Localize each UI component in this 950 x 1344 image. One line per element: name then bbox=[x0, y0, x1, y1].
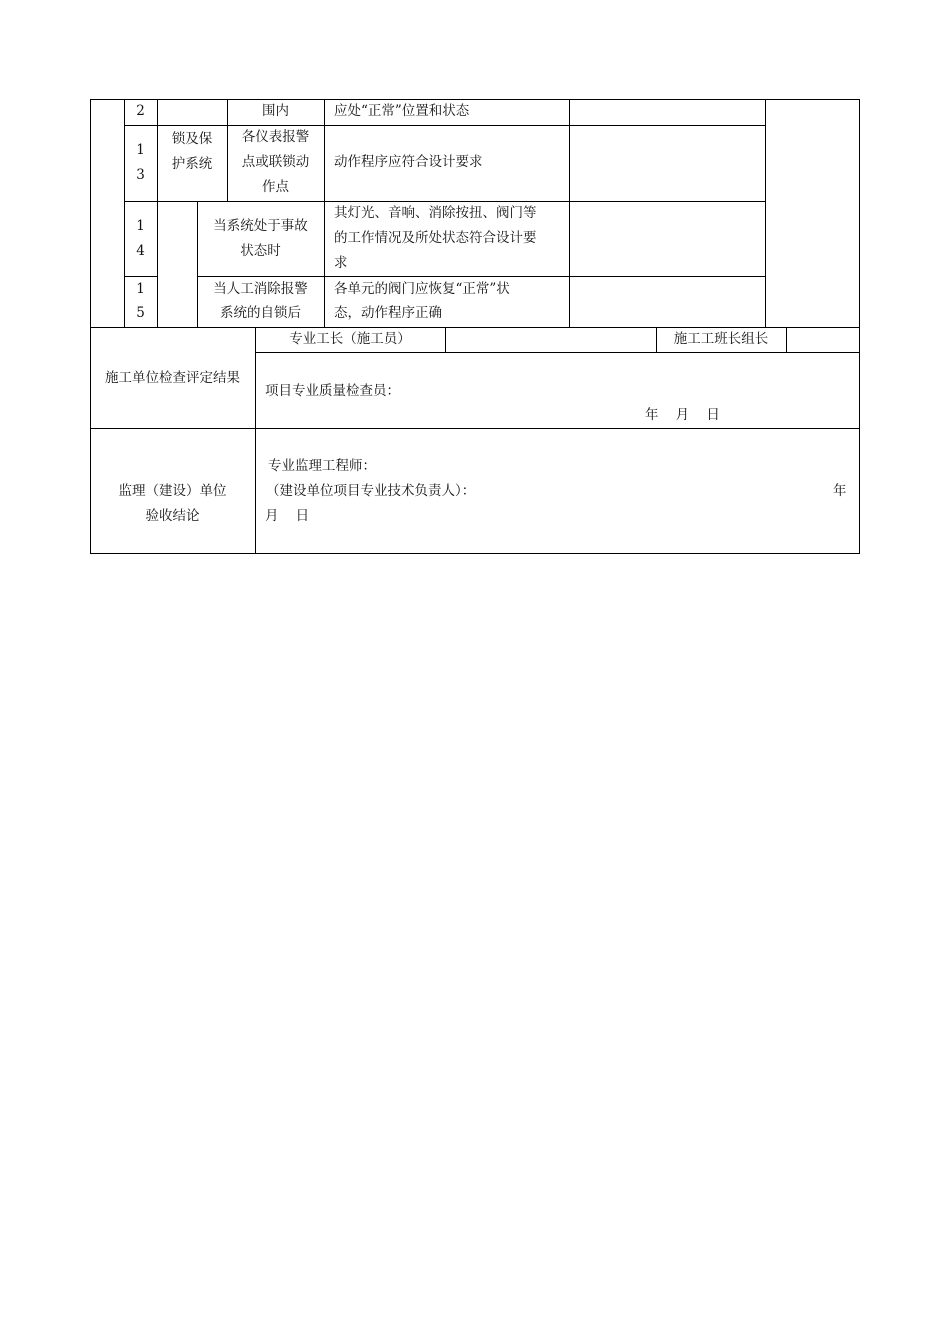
item-description: 围内 bbox=[262, 103, 289, 119]
item-requirement: 应处“正常”位置和状态 bbox=[334, 103, 470, 119]
table-row bbox=[124, 201, 766, 276]
item-description: 当人工消除报警 bbox=[213, 281, 308, 297]
supervision-section-label: 验收结论 bbox=[145, 508, 200, 524]
supervision-year-label: 年 bbox=[833, 483, 847, 499]
team-leader-label: 施工工班长组长 bbox=[673, 331, 769, 347]
supervision-month-day-label: 月 日 bbox=[265, 508, 310, 524]
foreman-label: 专业工长（施工员） bbox=[289, 331, 411, 347]
item-requirement: 各单元的阀门应恢复“正常”状 bbox=[334, 281, 510, 297]
item-number: 1 bbox=[136, 218, 145, 234]
item-number: 1 bbox=[136, 142, 145, 158]
owner-representative-label: （建设单位项目专业技术负责人）： bbox=[266, 483, 476, 499]
item-description: 系统的自锁后 bbox=[220, 305, 301, 321]
item-category: 锁及保 bbox=[171, 131, 213, 147]
construction-date-label: 年 月 日 bbox=[645, 407, 720, 423]
item-description: 作点 bbox=[262, 179, 289, 195]
item-requirement: 的工作情况及所处状态符合设计要 bbox=[334, 230, 537, 246]
item-category: 护系统 bbox=[171, 156, 213, 172]
item-number: 4 bbox=[136, 243, 145, 259]
quality-inspector-label: 项目专业质量检查员： bbox=[265, 383, 400, 399]
table-row bbox=[124, 125, 766, 201]
item-number: 2 bbox=[136, 103, 145, 119]
item-description: 状态时 bbox=[240, 243, 281, 259]
supervision-section bbox=[90, 428, 860, 554]
item-number: 5 bbox=[136, 305, 145, 321]
table-row bbox=[124, 99, 766, 125]
table-row bbox=[124, 276, 766, 327]
supervising-engineer-label: 专业监理工程师： bbox=[268, 458, 376, 474]
construction-section-label: 施工单位检查评定结果 bbox=[105, 370, 240, 386]
item-requirement: 其灯光、音响、消除按扭、阀门等 bbox=[334, 205, 537, 221]
supervision-section-label: 监理（建设）单位 bbox=[118, 483, 227, 499]
item-description: 点或联锁动 bbox=[241, 154, 310, 170]
item-requirement: 态，动作程序正确 bbox=[334, 305, 442, 321]
construction-section bbox=[90, 327, 860, 428]
item-description: 当系统处于事故 bbox=[213, 218, 308, 234]
item-requirement: 求 bbox=[334, 255, 348, 271]
item-number: 1 bbox=[136, 281, 145, 297]
item-requirement: 动作程序应符合设计要求 bbox=[334, 154, 483, 170]
item-description: 各仪表报警 bbox=[241, 129, 310, 145]
item-number: 3 bbox=[136, 167, 145, 183]
